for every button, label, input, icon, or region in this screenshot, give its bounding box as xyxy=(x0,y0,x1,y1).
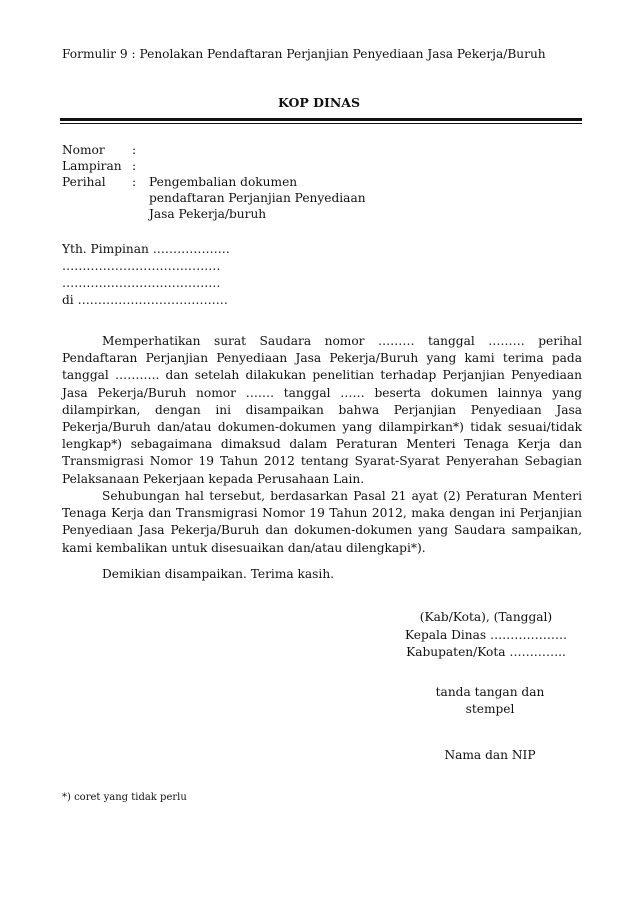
form-title: Formulir 9 : Penolakan Pendaftaran Perjanjian Penyediaan Jasa Pekerja/Buruh xyxy=(62,47,546,61)
perihal-colon: : xyxy=(132,175,137,189)
lampiran-colon: : xyxy=(132,159,137,173)
perihal-value-line: Jasa Pekerja/buruh xyxy=(149,207,267,221)
perihal-value-line: pendaftaran Perjanjian Penyediaan xyxy=(149,191,366,205)
signature-sign-line: tanda tangan dan xyxy=(435,685,545,699)
address-line: ………………………………… xyxy=(62,259,221,273)
perihal-label: Perihal xyxy=(62,175,106,189)
closing-paragraph: Demikian disampaikan. Terima kasih. xyxy=(102,567,335,581)
kop-dinas-heading: KOP DINAS xyxy=(277,95,360,110)
address-line: di ………………………………. xyxy=(62,293,228,307)
header-rule-thin xyxy=(60,123,582,124)
signature-stamp-line: stempel xyxy=(465,702,515,716)
address-line: ………………………………… xyxy=(62,276,221,290)
address-line: Yth. Pimpinan ………………. xyxy=(62,242,230,256)
nomor-label: Nomor xyxy=(62,143,105,157)
nomor-colon: : xyxy=(132,143,137,157)
lampiran-label: Lampiran xyxy=(62,159,122,173)
signature-region: Kabupaten/Kota ………….. xyxy=(406,645,566,659)
signature-name-nip: Nama dan NIP xyxy=(444,748,536,762)
perihal-value-line: Pengembalian dokumen xyxy=(149,175,298,189)
body-paragraph-2: Sehubungan hal tersebut, berdasarkan Pasal 21 ayat (2) Peraturan Menteri Tenaga Kerja dan Transmigrasi Nomor 19 Tahun 2012, maka dengan ini Perjanjian Penyediaan Jasa Pekerja/Buruh dan dokumen-dokumen yang Saudara sampaikan, kami kembalikan untuk disesuaikan dan/atau dilengkapi*). xyxy=(62,489,582,555)
header-rule-thick xyxy=(60,118,582,121)
signature-place-date: (Kab/Kota), (Tanggal) xyxy=(419,610,553,624)
signature-position: Kepala Dinas ………………. xyxy=(404,628,567,642)
body-paragraph-1: Memperhatikan surat Saudara nomor ……… tanggal ……… perihal Pendaftaran Perjanjian Penyediaan Jasa Pekerja/Buruh yang kami terima pada tanggal ……….. dan setelah dilakukan penelitian terhadap Perjanjian Penyediaan Jasa Pekerja/Buruh nomor ……. tanggal …… beserta dokumen lainnya yang dilampirkan, dengan ini disampaikan bahwa Perjanjian Penyediaan Jasa Pekerja/Buruh dan/atau dokumen-dokumen yang dilampirkan*) tidak sesuai/tidak lengkap*) sebagaimana dimaksud dalam Peraturan Menteri Tenaga Kerja dan Transmigrasi Nomor 19 Tahun 2012 tentang Syarat-Syarat Penyerahan Sebagian Pelaksanaan Pekerjaan kepada Perusahaan Lain. xyxy=(62,334,582,486)
footnote: *) coret yang tidak perlu xyxy=(62,792,187,803)
